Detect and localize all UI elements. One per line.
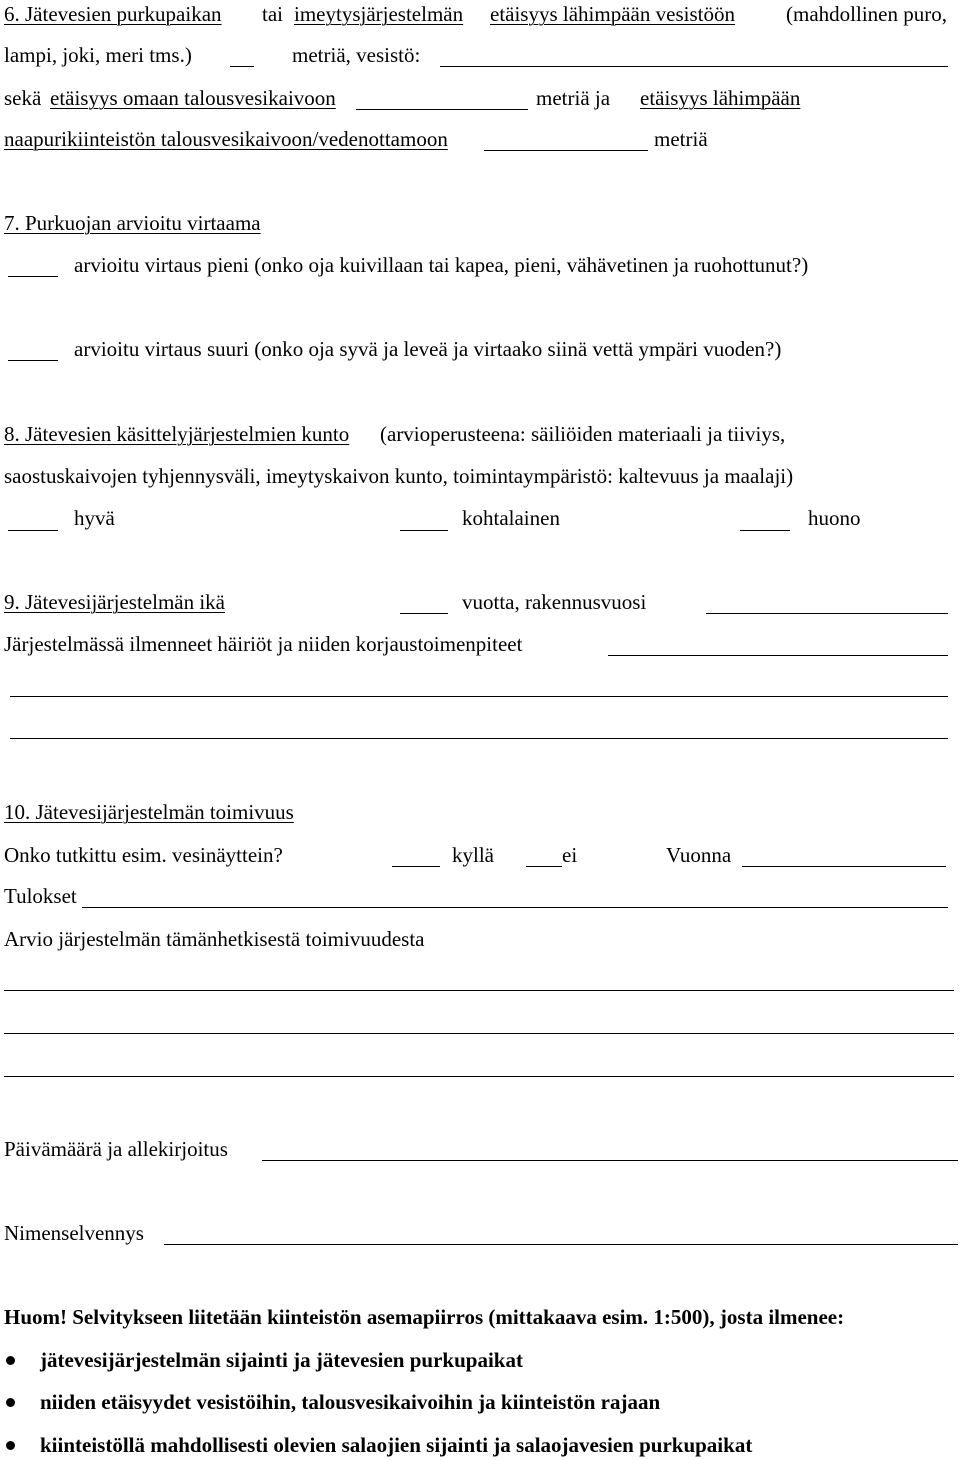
signature-line[interactable] <box>262 1160 958 1161</box>
section-6-text: tai <box>262 2 283 26</box>
checkbox-line[interactable] <box>400 530 448 531</box>
bullet-icon <box>6 1441 15 1450</box>
section-6-text: sekä <box>4 86 42 110</box>
signature-label: Päivämäärä ja allekirjoitus <box>4 1137 228 1161</box>
blank-line[interactable] <box>4 1033 954 1034</box>
option-label: hyvä <box>74 506 115 530</box>
list-item: niiden etäisyydet vesistöihin, talousvesikaivoihin ja kiinteistön rajaan <box>40 1390 661 1414</box>
option-label: arvioitu virtaus pieni (onko oja kuivillaan tai kapea, pieni, vähävetinen ja ruohottunut?) <box>74 253 809 277</box>
bullet-icon <box>6 1356 15 1365</box>
checkbox-line[interactable] <box>526 866 562 867</box>
section-6-heading: 6. Jätevesien purkupaikan <box>4 2 222 26</box>
option-label: arvioitu virtaus suuri (onko oja syvä ja leveä ja virtaako siinä vettä ympäri vuoden?) <box>74 337 782 361</box>
blank-line[interactable] <box>484 150 648 151</box>
list-item: kiinteistöllä mahdollisesti olevien salaojien sijainti ja salaojavesien purkupaikat <box>40 1433 753 1457</box>
blank-line[interactable] <box>4 990 954 991</box>
checkbox-line[interactable] <box>8 530 58 531</box>
option-label: kohtalainen <box>462 506 560 530</box>
checkbox-line[interactable] <box>740 530 790 531</box>
section-6-text: etäisyys lähimpään vesistöön <box>490 2 735 26</box>
section-6-text: metriä, vesistö: <box>292 43 421 67</box>
blank-line[interactable] <box>400 613 448 614</box>
checkbox-line[interactable] <box>8 276 58 277</box>
section-6-text: etäisyys omaan talousvesikaivoon <box>50 86 336 110</box>
section-8-heading: 8. Jätevesien käsittelyjärjestelmien kunto <box>4 422 350 446</box>
blank-line[interactable] <box>608 655 948 656</box>
section-10-text: Vuonna <box>666 843 732 867</box>
section-10-text: Tulokset <box>4 884 77 908</box>
section-6-text: imeytysjärjestelmän <box>294 2 464 26</box>
section-10-heading: 10. Jätevesijärjestelmän toimivuus <box>4 800 294 824</box>
section-10-text: Arvio järjestelmän tämänhetkisestä toimivuudesta <box>4 927 425 951</box>
blank-line[interactable] <box>706 613 948 614</box>
blank-line[interactable] <box>4 1076 954 1077</box>
blank-line[interactable] <box>82 907 948 908</box>
option-label: huono <box>808 506 861 530</box>
list-item: jätevesijärjestelmän sijainti ja jätevesien purkupaikat <box>40 1348 523 1372</box>
section-6-text: (mahdollinen puro, <box>786 2 947 26</box>
note-heading: Huom! Selvitykseen liitetään kiinteistön asemapiirros (mittakaava esim. 1:500), josta ilmenee: <box>4 1305 845 1329</box>
blank-line[interactable] <box>10 738 948 739</box>
option-label: kyllä <box>452 843 494 867</box>
section-6-text: etäisyys lähimpään <box>640 86 801 110</box>
section-6-text: naapurikiinteistön talousvesikaivoon/vedenottamoon <box>4 127 448 151</box>
blank-line[interactable] <box>356 109 528 110</box>
section-7-heading: 7. Purkuojan arvioitu virtaama <box>4 211 261 235</box>
checkbox-line[interactable] <box>392 866 440 867</box>
section-8-text: saostuskaivojen tyhjennysväli, imeytyskaivon kunto, toimintaympäristö: kaltevuus ja maalaji) <box>4 464 794 488</box>
checkbox-line[interactable] <box>8 360 58 361</box>
section-8-text: (arvioperusteena: säiliöiden materiaali ja tiiviys, <box>380 422 786 446</box>
blank-line[interactable] <box>440 66 948 67</box>
blank-line[interactable] <box>10 696 948 697</box>
section-9-text: vuotta, rakennusvuosi <box>462 590 647 614</box>
section-9-heading: 9. Jätevesijärjestelmän ikä <box>4 590 226 614</box>
bullet-icon <box>6 1398 15 1407</box>
section-6-text: metriä ja <box>536 86 611 110</box>
blank-line[interactable] <box>742 866 946 867</box>
name-line[interactable] <box>164 1244 958 1245</box>
name-label: Nimenselvennys <box>4 1221 144 1245</box>
section-9-text: Järjestelmässä ilmenneet häiriöt ja niiden korjaustoimenpiteet <box>4 632 523 656</box>
option-label: ei <box>562 843 578 867</box>
section-10-text: Onko tutkittu esim. vesinäyttein? <box>4 843 283 867</box>
blank-line[interactable] <box>230 66 254 67</box>
section-6-text: lampi, joki, meri tms.) <box>4 43 192 67</box>
section-6-text: metriä <box>654 127 708 151</box>
